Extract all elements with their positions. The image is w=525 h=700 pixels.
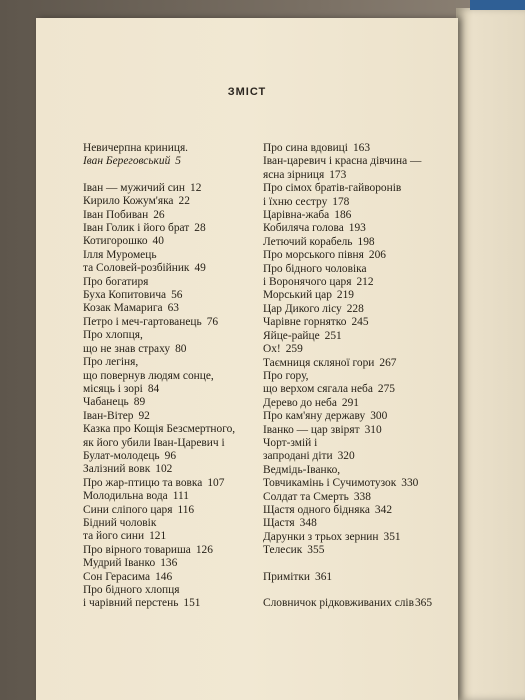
toc-entry-title bbox=[263, 303, 432, 316]
toc-entry-text: Іван Береговський bbox=[83, 155, 171, 168]
toc-page-number: 76 bbox=[206, 315, 219, 328]
toc-entry bbox=[263, 424, 432, 437]
toc-entry-text: Ох! bbox=[263, 343, 281, 356]
toc-entry bbox=[263, 464, 432, 491]
toc-page-number: 12 bbox=[190, 181, 202, 194]
toc-entry bbox=[83, 209, 235, 222]
toc-entry-text: що верхом сягала неба bbox=[263, 383, 373, 396]
toc-entry-title bbox=[263, 517, 432, 530]
toc-entry bbox=[263, 289, 432, 302]
toc-entry-text: що повернув людям сонце, bbox=[83, 369, 214, 382]
toc-page-number: 178 bbox=[332, 195, 350, 208]
toc-entry-title bbox=[263, 397, 432, 410]
toc-entry-title bbox=[263, 155, 432, 168]
toc-entry-title bbox=[263, 544, 432, 557]
toc-entry-text: Морський цар bbox=[263, 289, 332, 302]
toc-entry-text: Козак Мамарига bbox=[83, 302, 163, 315]
toc-page-number: 96 bbox=[164, 449, 177, 462]
toc-entry-title bbox=[263, 316, 432, 329]
toc-entry-text: Про бідного хлопця bbox=[83, 584, 180, 596]
toc-entry-text: Щастя одного бідняка bbox=[263, 503, 370, 516]
toc-entry-title bbox=[83, 222, 235, 235]
toc-entry-text: Солдат та Смерть bbox=[263, 490, 349, 503]
toc-entry-title bbox=[83, 289, 235, 302]
toc-entry-text: Іван-царевич і красна дівчина — bbox=[263, 155, 422, 168]
toc-entry-text: Про морського півня bbox=[263, 249, 364, 262]
toc-entry-text: та його сини bbox=[83, 530, 145, 543]
toc-entry-text: Товчикамінь і Сучимотузок bbox=[263, 477, 397, 490]
toc-entry-text: Ілля Муромець bbox=[83, 248, 157, 261]
toc-page-number: 251 bbox=[324, 329, 342, 342]
toc-entry bbox=[263, 330, 432, 343]
toc-entry-text: Про легіня, bbox=[83, 356, 139, 369]
toc-entry-text: Про сина вдовиці bbox=[263, 142, 348, 154]
toc-entry-text: Буха Копитовича bbox=[83, 289, 167, 302]
toc-entry bbox=[263, 222, 432, 235]
toc-entry bbox=[263, 597, 432, 610]
toc-entry-title bbox=[263, 343, 432, 356]
toc-page-number: 291 bbox=[341, 396, 359, 409]
toc-entry bbox=[83, 195, 235, 208]
toc-entry-title bbox=[83, 209, 235, 222]
toc-entry bbox=[83, 463, 235, 476]
toc-entry bbox=[263, 357, 432, 370]
toc-entry-title bbox=[263, 571, 432, 584]
toc-entry-text: Про вірного товариша bbox=[83, 543, 191, 556]
toc-entry-text: Яйце-райце bbox=[263, 329, 320, 342]
toc-entry-text: Петро і меч-гартованець bbox=[83, 315, 202, 328]
toc-entry-text: Казка про Кощія Безсмертного, bbox=[83, 423, 236, 436]
toc-entry-title bbox=[83, 544, 235, 557]
toc-entry bbox=[263, 343, 432, 356]
toc-entry bbox=[83, 477, 235, 490]
toc-entry-title bbox=[263, 249, 432, 262]
toc-left-column bbox=[83, 142, 235, 611]
toc-entry-title bbox=[263, 222, 432, 235]
toc-page-number: 300 bbox=[370, 410, 388, 423]
toc-entry-title bbox=[83, 302, 235, 315]
toc-entry-text: що не знав страху bbox=[83, 342, 171, 355]
toc-page-number: 49 bbox=[194, 262, 206, 275]
toc-entry bbox=[83, 142, 235, 155]
toc-entry-text: Про гору, bbox=[263, 369, 309, 382]
toc-entry-title bbox=[263, 276, 432, 289]
toc-page-number: 102 bbox=[155, 463, 173, 476]
toc-entry-text: Невичерпна криниця. bbox=[83, 142, 189, 154]
toc-page-number: 163 bbox=[352, 142, 371, 154]
toc-page-number: 92 bbox=[138, 409, 150, 422]
toc-entry-title bbox=[83, 329, 235, 342]
toc-gap bbox=[263, 558, 432, 571]
toc-entry bbox=[83, 356, 235, 396]
toc-entry-text: Мудрий Іванко bbox=[83, 557, 156, 570]
toc-entry-text: Чорт-змій і bbox=[263, 436, 318, 449]
book-page bbox=[36, 18, 458, 700]
toc-entry-text: Сини сліпого царя bbox=[83, 503, 173, 516]
toc-entry-title bbox=[83, 410, 235, 423]
toc-entry bbox=[83, 289, 235, 302]
toc-entry-title bbox=[263, 209, 432, 222]
toc-page-number: 40 bbox=[152, 235, 164, 248]
toc-entry-title bbox=[83, 142, 235, 155]
toc-page-number: 28 bbox=[194, 222, 206, 235]
toc-entry-text: Іван Голик і його брат bbox=[83, 222, 190, 235]
toc-entry bbox=[263, 410, 432, 423]
toc-entry-title bbox=[83, 530, 235, 543]
toc-entry-title bbox=[263, 357, 432, 370]
toc-entry-text: Чабанець bbox=[83, 396, 129, 409]
toc-entry bbox=[83, 410, 235, 423]
toc-entry bbox=[83, 329, 235, 356]
toc-entry-title bbox=[83, 182, 235, 195]
toc-entry-text: Кобиляча голова bbox=[263, 222, 344, 235]
toc-page-number: 275 bbox=[377, 383, 395, 396]
toc-entry bbox=[83, 571, 235, 584]
toc-page-number: 121 bbox=[149, 530, 167, 543]
toc-entry-title bbox=[83, 463, 235, 476]
toc-entry bbox=[263, 249, 432, 262]
toc-page-number: 355 bbox=[307, 544, 325, 557]
toc-entry bbox=[263, 437, 432, 464]
toc-entry bbox=[83, 517, 235, 544]
toc-entry bbox=[263, 531, 432, 544]
toc-entry bbox=[263, 316, 432, 329]
toc-entry-title bbox=[263, 182, 432, 195]
toc-entry-text: Іван — мужичий син bbox=[83, 181, 185, 194]
toc-page-number: 198 bbox=[357, 235, 375, 248]
toc-entry-text: Булат-молодець bbox=[83, 449, 160, 462]
toc-entry-text: Про богатиря bbox=[83, 275, 149, 288]
toc-entry-text: Словничок рідковживаних слів bbox=[263, 597, 414, 609]
toc-entry-text: Про бідного чоловіка bbox=[263, 262, 367, 275]
book-cover-strip bbox=[470, 0, 525, 10]
toc-entry-text: Цар Дикого лісу bbox=[263, 302, 342, 315]
toc-entry-text: Іванко — цар звірят bbox=[263, 423, 360, 436]
toc-entry bbox=[263, 155, 432, 182]
toc-entry-title bbox=[263, 424, 432, 437]
toc-page-number: 245 bbox=[351, 316, 369, 329]
toc-entry-text: і чарівний перстень bbox=[83, 597, 179, 610]
toc-entry-title bbox=[263, 370, 432, 383]
toc-entry bbox=[263, 571, 432, 584]
toc-entry-title bbox=[263, 450, 432, 463]
toc-page-number: 320 bbox=[337, 450, 355, 463]
toc-page-number: 219 bbox=[336, 289, 354, 302]
toc-page-number: 361 bbox=[315, 570, 333, 583]
toc-entry-title bbox=[83, 584, 235, 597]
toc-entry-text: Про хлопця, bbox=[83, 329, 143, 342]
toc-entry bbox=[83, 316, 235, 329]
toc-entry-text: Летючий корабель bbox=[263, 235, 353, 248]
toc-entry bbox=[263, 504, 432, 517]
toc-entry bbox=[263, 263, 432, 290]
toc-page-number: 338 bbox=[353, 490, 371, 503]
toc-entry-title bbox=[83, 235, 235, 248]
toc-entry-title bbox=[83, 249, 235, 262]
toc-entry bbox=[263, 142, 432, 155]
toc-entry-text: Про сімох братів-гайворонів bbox=[263, 182, 402, 195]
toc-entry bbox=[83, 182, 235, 195]
toc-entry-title bbox=[83, 396, 235, 409]
toc-page-number: 365 bbox=[414, 597, 433, 609]
toc-page-number: 330 bbox=[401, 477, 419, 490]
toc-page-number: 136 bbox=[160, 557, 178, 570]
toc-entry bbox=[83, 490, 235, 503]
toc-page-number: 193 bbox=[348, 222, 366, 235]
toc-entry bbox=[83, 396, 235, 409]
toc-entry-title bbox=[83, 477, 235, 490]
toc-entry-text: Дерево до неба bbox=[263, 396, 337, 409]
toc-entry-title bbox=[83, 517, 235, 530]
toc-entry-text: Примітки bbox=[263, 570, 310, 583]
toc-entry-title bbox=[263, 383, 432, 396]
toc-entry-title bbox=[83, 316, 235, 329]
toc-entry bbox=[263, 397, 432, 410]
toc-page-number: 267 bbox=[379, 356, 397, 369]
toc-entry-title bbox=[83, 557, 235, 570]
toc-entry bbox=[263, 209, 432, 222]
toc-entry-text: Телесик bbox=[263, 544, 303, 557]
toc-page-number: 351 bbox=[383, 530, 401, 543]
toc-entry bbox=[83, 544, 235, 557]
toc-entry-text: Дарунки з трьох зернин bbox=[263, 530, 379, 543]
toc-entry-text: Щастя bbox=[263, 517, 295, 530]
toc-entry-title bbox=[263, 597, 432, 610]
toc-entry-title bbox=[263, 477, 432, 490]
toc-entry-text: Кирило Кожум'яка bbox=[83, 195, 174, 208]
right-page-edge bbox=[456, 8, 525, 700]
toc-page-number: 206 bbox=[368, 249, 386, 262]
toc-entry-title bbox=[83, 195, 235, 208]
toc-entry-text: та Соловей-розбійник bbox=[83, 262, 190, 275]
toc-gap bbox=[83, 169, 235, 182]
toc-entry bbox=[83, 557, 235, 570]
toc-page-number: 151 bbox=[183, 597, 201, 610]
toc-page-number: 126 bbox=[195, 543, 213, 556]
toc-entry-text: Ведмідь-Іванко, bbox=[263, 463, 341, 476]
toc-page-number: 173 bbox=[329, 168, 347, 181]
toc-entry-title bbox=[263, 169, 432, 182]
toc-entry-title bbox=[83, 490, 235, 503]
toc-entry-text: Іван-Вітер bbox=[83, 409, 134, 422]
toc-entry-title bbox=[83, 450, 235, 463]
toc-entry-title bbox=[83, 437, 235, 450]
toc-page-number: 63 bbox=[167, 302, 179, 315]
toc-page-number: 22 bbox=[178, 195, 190, 208]
toc-entry bbox=[83, 222, 235, 235]
toc-entry-text: як його убили Іван-Царевич і bbox=[83, 436, 225, 449]
toc-page-number: 146 bbox=[155, 570, 173, 583]
toc-entry-title bbox=[83, 383, 235, 396]
toc-entry-text: Бідний чоловік bbox=[83, 516, 157, 529]
toc-page-number: 212 bbox=[356, 276, 374, 289]
toc-entry-title bbox=[83, 504, 235, 517]
toc-entry-title bbox=[263, 464, 432, 477]
toc-entry bbox=[83, 155, 235, 168]
toc-entry-title bbox=[263, 437, 432, 450]
toc-entry-title bbox=[83, 423, 235, 436]
toc-entry-title bbox=[83, 356, 235, 369]
page-title: ЗМІСТ bbox=[227, 86, 267, 98]
toc-page-number: 84 bbox=[147, 382, 160, 395]
toc-entry bbox=[263, 236, 432, 249]
toc-gap bbox=[263, 584, 432, 597]
toc-entry bbox=[83, 235, 235, 248]
toc-entry-text: Чарівне горнятко bbox=[263, 316, 347, 329]
toc-entry-title bbox=[263, 196, 432, 209]
toc-entry bbox=[83, 276, 235, 289]
toc-entry-title bbox=[263, 531, 432, 544]
toc-entry bbox=[83, 423, 235, 463]
toc-entry-title bbox=[83, 155, 235, 168]
toc-page-number: 342 bbox=[374, 503, 393, 516]
toc-page-number: 310 bbox=[364, 423, 382, 436]
toc-right-column bbox=[263, 142, 432, 610]
toc-entry-title bbox=[83, 262, 235, 275]
toc-entry-text: Про кам'яну державу bbox=[263, 410, 366, 423]
toc-entry-title bbox=[263, 410, 432, 423]
toc-page-number: 228 bbox=[346, 302, 364, 315]
toc-entry-title bbox=[263, 491, 432, 504]
toc-entry bbox=[83, 302, 235, 315]
toc-entry-text: запродані діти bbox=[263, 450, 333, 463]
toc-entry-title bbox=[263, 330, 432, 343]
toc-entry bbox=[263, 544, 432, 557]
toc-page-number: 107 bbox=[207, 476, 225, 489]
toc-entry-title bbox=[263, 236, 432, 249]
toc-entry bbox=[263, 491, 432, 504]
toc-entry-text: місяць і зорі bbox=[83, 382, 143, 395]
toc-entry-text: Про жар-птицю та вовка bbox=[83, 476, 203, 489]
toc-entry-text: Іван Побиван bbox=[83, 208, 149, 221]
toc-entry bbox=[263, 370, 432, 397]
toc-entry-title bbox=[83, 571, 235, 584]
toc-page-number: 116 bbox=[177, 503, 195, 516]
toc-page-number: 56 bbox=[171, 289, 183, 302]
toc-entry-title bbox=[83, 343, 235, 356]
toc-entry bbox=[83, 584, 235, 611]
toc-entry-title bbox=[263, 504, 432, 517]
toc-page-number: 259 bbox=[285, 343, 303, 356]
toc-page-number: 89 bbox=[133, 396, 146, 409]
toc-page-number: 5 bbox=[175, 155, 181, 168]
toc-entry-text: і Воронячого царя bbox=[263, 276, 352, 289]
toc-page-number: 348 bbox=[299, 517, 317, 530]
toc-entry-text: і їхню сестру bbox=[263, 195, 328, 208]
toc-entry-title bbox=[263, 289, 432, 302]
toc-page-number: 80 bbox=[175, 342, 187, 355]
toc-entry bbox=[263, 303, 432, 316]
toc-entry bbox=[83, 504, 235, 517]
toc-entry bbox=[263, 517, 432, 530]
toc-page-number: 111 bbox=[172, 490, 189, 503]
toc-entry-title bbox=[263, 263, 432, 276]
toc-page-number: 26 bbox=[153, 208, 165, 221]
toc-entry bbox=[83, 249, 235, 276]
toc-entry-text: Залізний вовк bbox=[83, 463, 151, 476]
toc-entry-title bbox=[83, 276, 235, 289]
toc-entry-text: Молодильна вода bbox=[83, 490, 168, 503]
toc-entry-text: Сон Герасима bbox=[83, 570, 151, 583]
toc-page-number: 186 bbox=[334, 209, 352, 222]
toc-entry bbox=[263, 182, 432, 209]
toc-entry-text: Таємниця скляної гори bbox=[263, 356, 375, 369]
toc-entry-text: ясна зірниця bbox=[263, 168, 325, 181]
toc-entry-text: Котигорошко bbox=[83, 235, 148, 248]
toc-entry-title bbox=[263, 142, 432, 155]
toc-entry-title bbox=[83, 370, 235, 383]
toc-entry-title bbox=[83, 597, 235, 610]
toc-entry-text: Царівна-жаба bbox=[263, 209, 330, 222]
